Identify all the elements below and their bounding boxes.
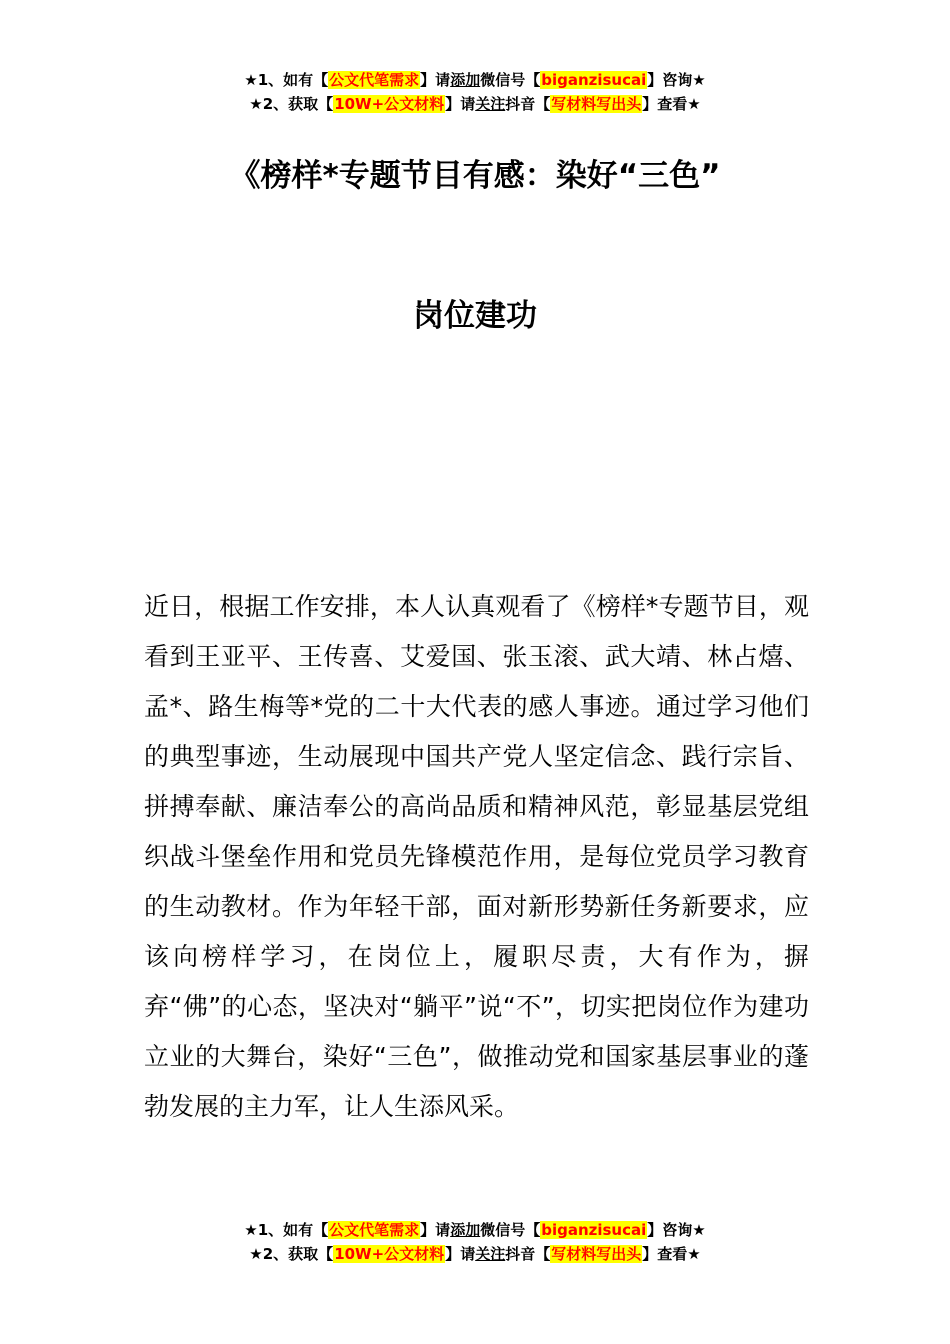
notice-line-1 — [0, 68, 950, 92]
notice-text: ★1、如有【 — [244, 71, 329, 89]
notice-text: ★2、获取【 — [249, 95, 334, 113]
notice-text: 】请 — [420, 1221, 451, 1239]
notice-text: 微信号【 — [480, 1221, 541, 1239]
notice-highlight-materials: 10W+公文材料 — [334, 1245, 445, 1263]
notice-underlined-text: 关注 — [475, 95, 506, 113]
notice-line-2 — [0, 92, 950, 116]
notice-text: 】查看★ — [642, 1245, 701, 1263]
notice-highlight-douyin: 写材料写出头 — [551, 95, 642, 113]
notice-highlight-douyin: 写材料写出头 — [551, 1245, 642, 1263]
notice-underlined-text: 添加 — [450, 71, 481, 89]
notice-text: ★2、获取【 — [249, 1245, 334, 1263]
notice-text: 抖音【 — [505, 95, 551, 113]
notice-text: 微信号【 — [480, 71, 541, 89]
notice-text: 抖音【 — [505, 1245, 551, 1263]
notice-text: ★1、如有【 — [244, 1221, 329, 1239]
notice-underlined-text: 添加 — [450, 1221, 481, 1239]
notice-highlight-materials: 10W+公文材料 — [334, 95, 445, 113]
notice-line-2 — [0, 1242, 950, 1266]
notice-text: 】咨询★ — [647, 1221, 706, 1239]
notice-highlight-service: 公文代笔需求 — [329, 1221, 420, 1239]
document-title-line-2: 岗位建功 — [413, 298, 537, 334]
notice-highlight-wechat-id: biganzisucai — [541, 1221, 647, 1239]
body-paragraph: 近日，根据工作安排，本人认真观看了《榜样*专题节目，观看到王亚平、王传喜、艾爱国、张玉滚、武大靖、林占熺、孟*、路生梅等*党的二十大代表的感人事迹。通过学习他们的典型事迹，生动展现中国共产党人坚定信念、践行宗旨、拼搏奉献、廉洁奉公的高尚品质和精神风范，彰显基层党组织战斗堡垒作用和党员先锋模范作用，是每位党员学习教育的生动教材。作为年轻干部，面对新形势新任务新要求，应该向榜样学习，在岗位上，履职尽责，大有作为，摒弃“佛”的心态，坚决对“躺平”说“不”，切实把岗位作为建功立业的大舞台，染好“三色”，做推动党和国家基层事业的蓬勃发展的主力军，让人生添风采。 — [144, 592, 809, 1121]
notice-line-1 — [0, 1218, 950, 1242]
header-notice — [0, 68, 950, 116]
notice-text: 】请 — [420, 71, 451, 89]
notice-text: 】咨询★ — [647, 71, 706, 89]
notice-text: 】请 — [445, 1245, 476, 1263]
notice-highlight-service: 公文代笔需求 — [329, 71, 420, 89]
document-title-line-1: 《榜样*专题节目有感：染好“三色” — [229, 158, 721, 194]
notice-highlight-wechat-id: biganzisucai — [541, 71, 647, 89]
notice-underlined-text: 关注 — [475, 1245, 506, 1263]
footer-notice — [0, 1218, 950, 1266]
notice-text: 】查看★ — [642, 95, 701, 113]
notice-text: 】请 — [445, 95, 476, 113]
